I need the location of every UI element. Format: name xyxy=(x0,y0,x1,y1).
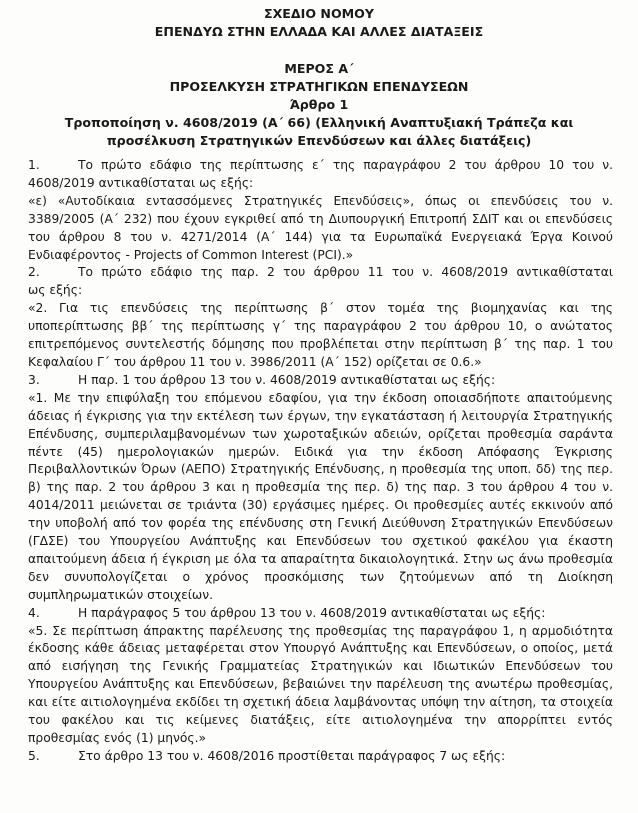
amendment-text: «ε) «Αυτοδίκαια εντασσόμενες Στρατηγικές Επενδύσεις», όπως οι επενδύσεις του ν. 3389/2005 (Α΄ 232) που έχουν εγκριθεί από τη Διυπουργική Επιτροπή ΣΔΙΤ και οι επενδύσεις του άρθρου 8 του ν. 4271/2014 (Α΄ 144) για τα Ευρωπαϊκά Ενεργειακά Έργα Κοινού Ενδιαφέροντος - Projects of Common Interest (PCI).» xyxy=(28,193,613,262)
paragraph-number: 3. xyxy=(28,372,40,387)
part-title: ΠΡΟΣΕΛΚΥΣΗ ΣΤΡΑΤΗΓΙΚΩΝ ΕΠΕΝΔΥΣΕΩΝ xyxy=(169,79,469,94)
paragraph-intro-first-line: Στο άρθρο 13 του ν. 4608/2016 προστίθεται παράγραφος 7 ως εξής: xyxy=(78,748,506,763)
document-body xyxy=(28,157,613,766)
paragraph-number: 4. xyxy=(28,605,40,620)
paragraph-2 xyxy=(28,264,613,371)
part-heading: ΜΕΡΟΣ Α΄ xyxy=(284,61,354,76)
amendment-text: «5. Σε περίπτωση άπρακτης παρέλευσης της προθεσμίας της παραγράφου 1, η αρμοδιότητα έκδοσης κάθε άδειας μεταφέρεται στον Υπουργό Ανάπτυξης και Επενδύσεων, ο οποίος, μετά από εισήγηση της Γενικής Γραμματείας Στρατηγικών και Ιδιωτικών Επενδύσεων του Υπουργείου Ανάπτυξης και Επενδύσεων, βεβαιώνει την παρέλευση της ανωτέρω προθεσμίας, και είτε αιτιολογημένα εκδίδει τη σχετική άδεια λαμβάνοντας υπόψη την αίτηση, τα στοιχεία του φακέλου και τις κείμενες διατάξεις, είτε αιτιολογημένα την απορρίπτει εντός προθεσμίας ενός (1) μηνός.» xyxy=(28,623,613,745)
paragraph-4 xyxy=(28,605,613,748)
paragraph-intro-first-line: Η παράγραφος 5 του άρθρου 13 του ν. 4608/2019 αντικαθίσταται ως εξής: xyxy=(78,605,546,620)
paragraph-intro-first-line: Το πρώτο εδάφιο της περίπτωσης ε΄ της παραγράφου 2 του άρθρου 10 του ν. xyxy=(78,158,613,172)
paragraph-intro-first-line: Το πρώτο εδάφιο της παρ. 2 του άρθρου 11 του ν. 4608/2019 αντικαθίσταται xyxy=(78,265,613,280)
paragraph-intro xyxy=(28,157,613,175)
article-heading: Άρθρο 1 xyxy=(289,97,349,112)
paragraph-intro xyxy=(28,264,613,282)
paragraph-1 xyxy=(28,157,613,264)
paragraph-intro xyxy=(28,605,613,623)
paragraph-intro xyxy=(28,748,613,766)
paragraph-intro-first-line: Η παρ. 1 του άρθρου 13 του ν. 4608/2019 αντικαθίσταται ως εξής: xyxy=(78,372,496,387)
article-title-line2: προσέλκυση Στρατηγικών Επενδύσεων και άλλες διατάξεις) xyxy=(106,133,532,148)
paragraph-number: 5. xyxy=(28,748,40,763)
amendment-text: «1. Με την επιφύλαξη του επόμενου εδαφίου, για την έκδοση οποιασδήποτε απαιτούμενης άδειας ή έγκρισης για την εκτέλεση των έργων, την εγκατάσταση ή λειτουργία Στρατηγικής Επένδυσης, συμπεριλαμβανομένων των χωροταξικών αδειών, ορίζεται προθεσμία σαράντα πέντε (45) ημερολογιακών ημερών. Ειδικά για την έκδοση Απόφασης Έγκρισης Περιβαλλοντικών Όρων (ΑΕΠΟ) Στρατηγικής Επένδυσης, η προθεσμία της υποπ. δδ) της περ. β) της παρ. 2 του άρθρου 3 και η προθεσμία της περ. δ) της παρ. 3 του άρθρου 4 του ν. 4014/2011 μειώνεται σε τριάντα (30) εργάσιμες ημέρες. Οι προθεσμίες αυτές εκκινούν από την υποβολή από τον φορέα της επένδυσης στη Γενική Διεύθυνση Στρατηγικών Επενδύσεων (ΓΔΣΕ) του Υπουργείου Ανάπτυξης και Επενδύσεων του σχετικού φακέλου για έκαστη απαιτούμενη άδεια ή έγκριση με όλα τα απαραίτητα δικαιολογητικά. Στην ως άνω προθεσμία δεν συνυπολογίζεται ο χρόνος προσκόμισης των ζητούμενων από τη Διοίκηση συμπληρωματικών στοιχείων. xyxy=(28,390,613,602)
paragraph-intro-rest: ως εξής: xyxy=(28,283,83,298)
paragraph-number: 1. xyxy=(28,158,40,172)
paragraph-3 xyxy=(28,372,613,605)
paragraph-5 xyxy=(28,748,613,766)
paragraph-number: 2. xyxy=(28,265,40,280)
amendment-text: «2. Για τις επενδύσεις της περίπτωσης β΄ στον τομέα της βιομηχανίας και της υποπερίπτωσης ββ΄ της περίπτωσης γ΄ της παραγράφου 2 του άρθρου 10, ο ανώτατος επιτρεπόμενος συντελεστής δόμησης που προβλέπεται στην περίπτωση β΄ της παρ. 1 του Κεφαλαίου Γ΄ του άρθρου 11 του ν. 3986/2011 (Α΄ 152) ορίζεται σε 0.6.» xyxy=(28,301,613,369)
article-title-line1: Τροποποίηση ν. 4608/2019 (Α΄ 66) (Ελληνική Αναπτυξιακή Τράπεζα και xyxy=(64,115,574,130)
draft-law-title: ΣΧΕΔΙΟ ΝΟΜΟΥ xyxy=(263,6,375,21)
law-subtitle: ΕΠΕΝΔΥΩ ΣΤΗΝ ΕΛΛΑΔΑ ΚΑΙ ΑΛΛΕΣ ΔΙΑΤΑΞΕΙΣ xyxy=(154,24,484,39)
paragraph-intro-rest: 4608/2019 αντικαθίσταται ως εξής: xyxy=(28,175,254,190)
paragraph-intro xyxy=(28,372,613,390)
